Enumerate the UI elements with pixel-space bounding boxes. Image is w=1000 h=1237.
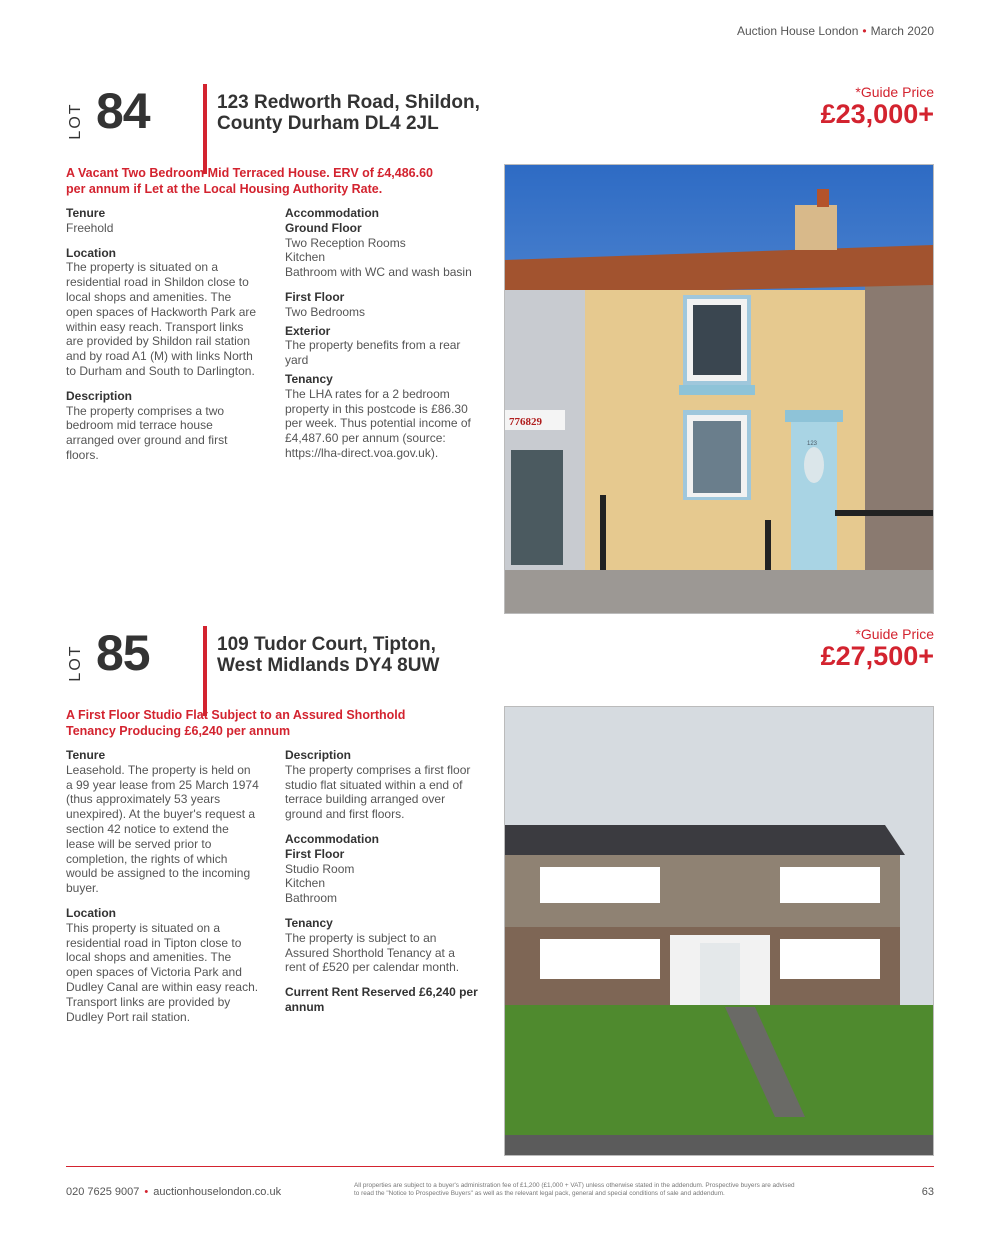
- guide-price-block: [821, 626, 934, 670]
- room-item: Two Reception Rooms: [285, 235, 406, 250]
- page-number: 63: [921, 1186, 934, 1198]
- tenancy-line: property in this postcode is £86.30: [285, 401, 468, 416]
- description-line: arranged over ground and first: [66, 433, 228, 448]
- lot-label: LOT: [67, 644, 84, 682]
- address-line-1: 123 Redworth Road, Shildon,: [217, 92, 480, 113]
- lot-headline: [66, 707, 486, 739]
- location-line: local shops and amenities. The: [66, 950, 232, 965]
- tenure-line: Leasehold. The property is held on: [66, 762, 251, 777]
- door-number: 123: [807, 441, 818, 447]
- location-line: open spaces of Victoria Park and: [66, 965, 242, 980]
- description-line: terrace building arranged over: [285, 792, 446, 807]
- address-line-1: 109 Tudor Court, Tipton,: [217, 634, 436, 655]
- tenure-line: section 42 notice to extend the: [66, 821, 229, 836]
- tenancy-heading: Tenancy: [285, 371, 333, 386]
- exterior-line: yard: [285, 353, 309, 368]
- description-line: studio flat situated within a end of: [285, 777, 463, 792]
- guide-price-label: *Guide Price: [855, 626, 934, 642]
- description-line: bedroom mid terrace house: [66, 418, 213, 433]
- location-line: This property is situated on a: [66, 920, 221, 935]
- current-rent-heading: Current Rent Reserved £6,240 per: [285, 985, 478, 1000]
- address-line-2: County Durham DL4 2JL: [217, 113, 439, 134]
- exterior-heading: Exterior: [285, 323, 331, 338]
- details-left-column: [66, 748, 281, 1024]
- tenure-line: (thus approximately 53 years: [66, 792, 221, 807]
- address-line-2: West Midlands DY4 8UW: [217, 655, 440, 676]
- description-line: ground and first floors.: [285, 807, 405, 822]
- tenure-heading: Tenure: [66, 206, 106, 220]
- shop-sign-number: 776829: [509, 416, 542, 428]
- accommodation-heading: Accommodation: [285, 206, 380, 220]
- room-item: Studio Room: [285, 861, 355, 876]
- tenancy-line: Assured Shorthold Tenancy at a: [285, 945, 455, 960]
- location-line: Dudley Canal are within easy reach.: [66, 979, 259, 994]
- location-line: are provided by Shildon rail station: [66, 334, 251, 349]
- phone-number[interactable]: 020 7625 9007: [66, 1186, 140, 1198]
- tenure-text: Freehold: [66, 220, 114, 235]
- tenancy-heading: Tenancy: [285, 915, 333, 930]
- tenure-heading: Tenure: [66, 748, 106, 762]
- guide-price: £23,000+: [820, 99, 934, 129]
- website-link[interactable]: auctionhouselondon.co.uk: [153, 1186, 282, 1198]
- location-line: Dudley Port rail station.: [66, 1009, 191, 1024]
- guide-price-block: [821, 84, 934, 128]
- guide-price: £27,500+: [820, 641, 934, 671]
- property-photo-85: [504, 706, 934, 1156]
- footer-disclaimer: [354, 1182, 854, 1198]
- description-heading: Description: [66, 388, 133, 403]
- location-line: The property is situated on a: [66, 260, 219, 275]
- tenancy-line: https://lha-direct.voa.gov.uk).: [285, 445, 439, 460]
- accommodation-heading: Accommodation: [285, 831, 380, 846]
- issue-date: March 2020: [870, 24, 934, 38]
- location-heading: Location: [66, 905, 116, 920]
- guide-price-label: *Guide Price: [855, 84, 934, 100]
- location-line: residential road in Shildon close to: [66, 275, 249, 290]
- footer-rule: [66, 1166, 934, 1167]
- headline-line-2: per annum if Let at the Local Housing Authority Rate.: [66, 182, 383, 196]
- first-floor-heading: First Floor: [285, 846, 345, 861]
- page-header: [737, 24, 934, 38]
- lot-headline: [66, 165, 486, 197]
- description-line: The property comprises a two: [66, 403, 225, 418]
- exterior-line: The property benefits from a rear: [285, 338, 461, 353]
- lot-label: LOT: [67, 102, 84, 140]
- tenancy-line: The LHA rates for a 2 bedroom: [285, 386, 450, 401]
- bullet-separator: •: [862, 24, 867, 38]
- location-line: residential road in Tipton close to: [66, 935, 242, 950]
- location-line: to Durham and South to Darlington.: [66, 363, 255, 378]
- lot-number: 85: [96, 625, 150, 681]
- headline-line-1: A Vacant Two Bedroom Mid Terraced House. ERV of £4,486.60: [66, 166, 434, 180]
- current-rent-heading-cont: annum: [285, 999, 325, 1014]
- tenure-line: would be assigned to the incoming: [66, 866, 251, 881]
- property-address: [217, 634, 439, 676]
- flat-block-illustration: [505, 707, 933, 1155]
- property-photo-84: [504, 164, 934, 614]
- footer-contact: [66, 1186, 281, 1198]
- location-line: open spaces of Hackworth Park are: [66, 304, 257, 319]
- tenure-line: completion, the rights of which: [66, 851, 228, 866]
- disclaimer-line-2: to read the "Notice to Prospective Buyers" as well as the relevant legal pack, general and special conditions of sale and addendum.: [354, 1190, 725, 1197]
- tenure-line: buyer.: [66, 881, 99, 896]
- room-item: Bathroom with WC and wash basin: [285, 265, 472, 280]
- divider-bar: [203, 84, 207, 174]
- location-line: local shops and amenities. The: [66, 289, 232, 304]
- lot-number: 84: [96, 83, 150, 139]
- description-heading: Description: [285, 748, 352, 762]
- location-line: within easy reach. Transport links: [66, 319, 244, 334]
- property-address: [217, 92, 480, 134]
- description-line: floors.: [66, 447, 99, 462]
- room-item: Kitchen: [285, 250, 326, 265]
- details-right-column: [285, 206, 500, 461]
- tenancy-line: £4,487.60 per annum (source:: [285, 431, 446, 446]
- details-right-column: [285, 748, 500, 1015]
- tenancy-line: rent of £520 per calendar month.: [285, 960, 460, 975]
- tenure-line: unexpired). At the buyer's request a: [66, 807, 256, 822]
- room-item: Bathroom: [285, 891, 338, 906]
- tenure-line: lease will be served prior to: [66, 836, 212, 851]
- details-left-column: [66, 206, 281, 463]
- description-line: The property comprises a first floor: [285, 762, 471, 777]
- disclaimer-line-1: All properties are subject to a buyer's administration fee of £1,200 (£1,000 + VAT) unless otherwise stated in the addendum. Prospective buyers are advised: [354, 1182, 795, 1189]
- ground-floor-heading: Ground Floor: [285, 220, 362, 235]
- room-item: Two Bedrooms: [285, 304, 366, 319]
- headline-line-2: Tenancy Producing £6,240 per annum: [66, 724, 291, 738]
- tenancy-line: per week. Thus potential income of: [285, 416, 471, 431]
- location-line: and by road A1 (M) with links North: [66, 349, 253, 364]
- terraced-house-illustration: [505, 165, 933, 613]
- tenancy-line: The property is subject to an: [285, 930, 437, 945]
- location-heading: Location: [66, 245, 116, 260]
- brand-name: Auction House London: [736, 24, 859, 38]
- bullet-separator: •: [144, 1186, 149, 1198]
- tenure-line: a 99 year lease from 25 March 1974: [66, 777, 259, 792]
- room-item: Kitchen: [285, 876, 326, 891]
- headline-line-1: A First Floor Studio Flat Subject to an Assured Shorthold: [66, 708, 406, 722]
- first-floor-heading: First Floor: [285, 289, 345, 304]
- divider-bar: [203, 626, 207, 716]
- location-line: Transport links are provided by: [66, 994, 231, 1009]
